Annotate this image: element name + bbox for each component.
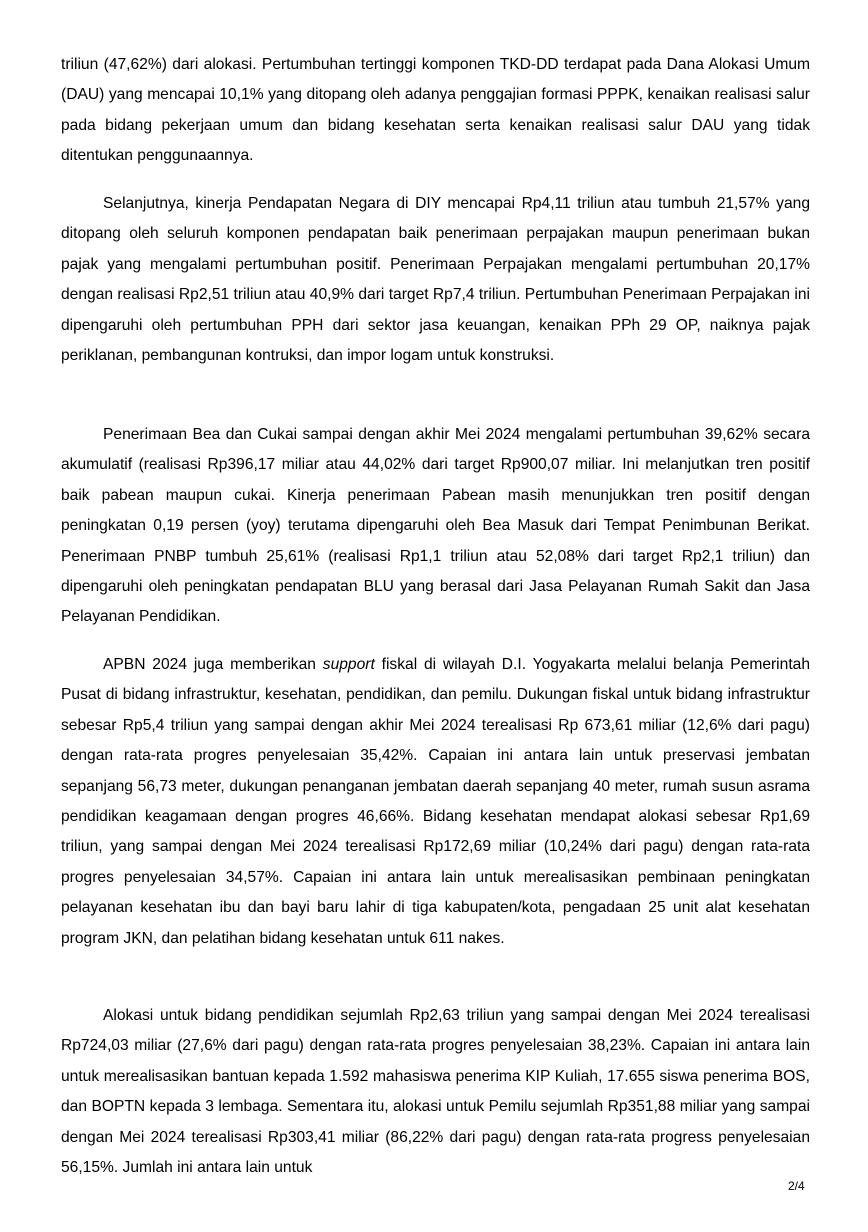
page-number: 2/4 xyxy=(788,1179,805,1193)
paragraph-pendapatan-negara: Selanjutnya, kinerja Pendapatan Negara di DIY mencapai Rp4,11 triliun atau tumbuh 21,57% yang ditopang oleh seluruh komponen pendapatan baik penerimaan perpajakan maupun penerimaan bukan pajak yang mengalami pertumbuhan positif. Penerimaan Perpajakan mengalami pertumbuhan 20,17% dengan realisasi Rp2,51 triliun atau 40,9% dari target Rp7,4 triliun. Pertumbuhan Penerimaan Perpajakan ini dipengaruhi oleh pertumbuhan PPH dari sektor jasa keuangan, kenaikan PPh 29 OP, naiknya pajak periklanan, pembangunan kontruksi, dan impor logam untuk konstruksi. xyxy=(61,195,810,365)
paragraph-apbn-support xyxy=(61,650,810,954)
paragraph-dau: triliun (47,62%) dari alokasi. Pertumbuhan tertinggi komponen TKD-DD terdapat pada Dana Alokasi Umum (DAU) yang mencapai 10,1% yang ditopang oleh adanya penggajian formasi PPPK, kenaikan realisasi salur pada bidang pekerjaan umum dan bidang kesehatan serta kenaikan realisasi salur DAU yang tidak ditentukan penggunaannya. xyxy=(61,56,810,165)
apbn-text-start: APBN 2024 juga memberikan xyxy=(103,656,323,673)
support-italic: support xyxy=(322,656,375,673)
apbn-text-rest: fiskal di wilayah D.I. Yogyakarta melalui belanja Pemerintah Pusat di bidang infrastruktur, kesehatan, pendidikan, dan pemilu. Dukungan fiskal untuk bidang infrastruktur sebesar Rp5,4 triliun yang sampai dengan akhir Mei 2024 terealisasi Rp 673,61 miliar (12,6% dari pagu) dengan rata-rata progres penyelesaian 35,42%. Capaian ini antara lain untuk preservasi jembatan sepanjang 56,73 meter, dukungan penanganan jembatan daerah sepanjang 40 meter, rumah susun asrama pendidikan keagamaan dengan progres 46,66%. Bidang kesehatan mendapat alokasi sebesar Rp1,69 triliun, yang sampai dengan Mei 2024 terealisasi Rp172,69 miliar (10,24% dari pagu) dengan rata-rata progres penyelesaian 34,57%. Capaian ini antara lain untuk merealisasikan pembinaan peningkatan pelayanan kesehatan ibu dan bayi baru lahir di tiga kabupaten/kota, pengadaan 25 unit alat kesehatan program JKN, dan pelatihan bidang kesehatan untuk 611 nakes. xyxy=(61,656,810,947)
paragraph-bea-cukai: Penerimaan Bea dan Cukai sampai dengan akhir Mei 2024 mengalami pertumbuhan 39,62% secara akumulatif (realisasi Rp396,17 miliar atau 44,02% dari target Rp900,07 miliar. Ini melanjutkan tren positif baik pabean maupun cukai. Kinerja penerimaan Pabean masih menunjukkan tren positif dengan peningkatan 0,19 persen (yoy) terutama dipengaruhi oleh Bea Masuk dari Tempat Penimbunan Berikat. Penerimaan PNBP tumbuh 25,61% (realisasi Rp1,1 triliun atau 52,08% dari target Rp2,1 triliun) dan dipengaruhi oleh peningkatan pendapatan BLU yang berasal dari Jasa Pelayanan Rumah Sakit dan Jasa Pelayanan Pendidikan. xyxy=(61,426,810,626)
paragraph-pendidikan-pemilu: Alokasi untuk bidang pendidikan sejumlah Rp2,63 triliun yang sampai dengan Mei 2024 terealisasi Rp724,03 miliar (27,6% dari pagu) dengan rata-rata progres penyelesaian 38,23%. Capaian ini antara lain untuk merealisasikan bantuan kepada 1.592 mahasiswa penerima KIP Kuliah, 17.655 siswa penerima BOS, dan BOPTN kepada 3 lembaga. Sementara itu, alokasi untuk Pemilu sejumlah Rp351,88 miliar yang sampai dengan Mei 2024 terealisasi Rp303,41 miliar (86,22% dari pagu) dengan rata-rata progress penyelesaian 56,15%. Jumlah ini antara lain untuk xyxy=(61,1007,810,1177)
